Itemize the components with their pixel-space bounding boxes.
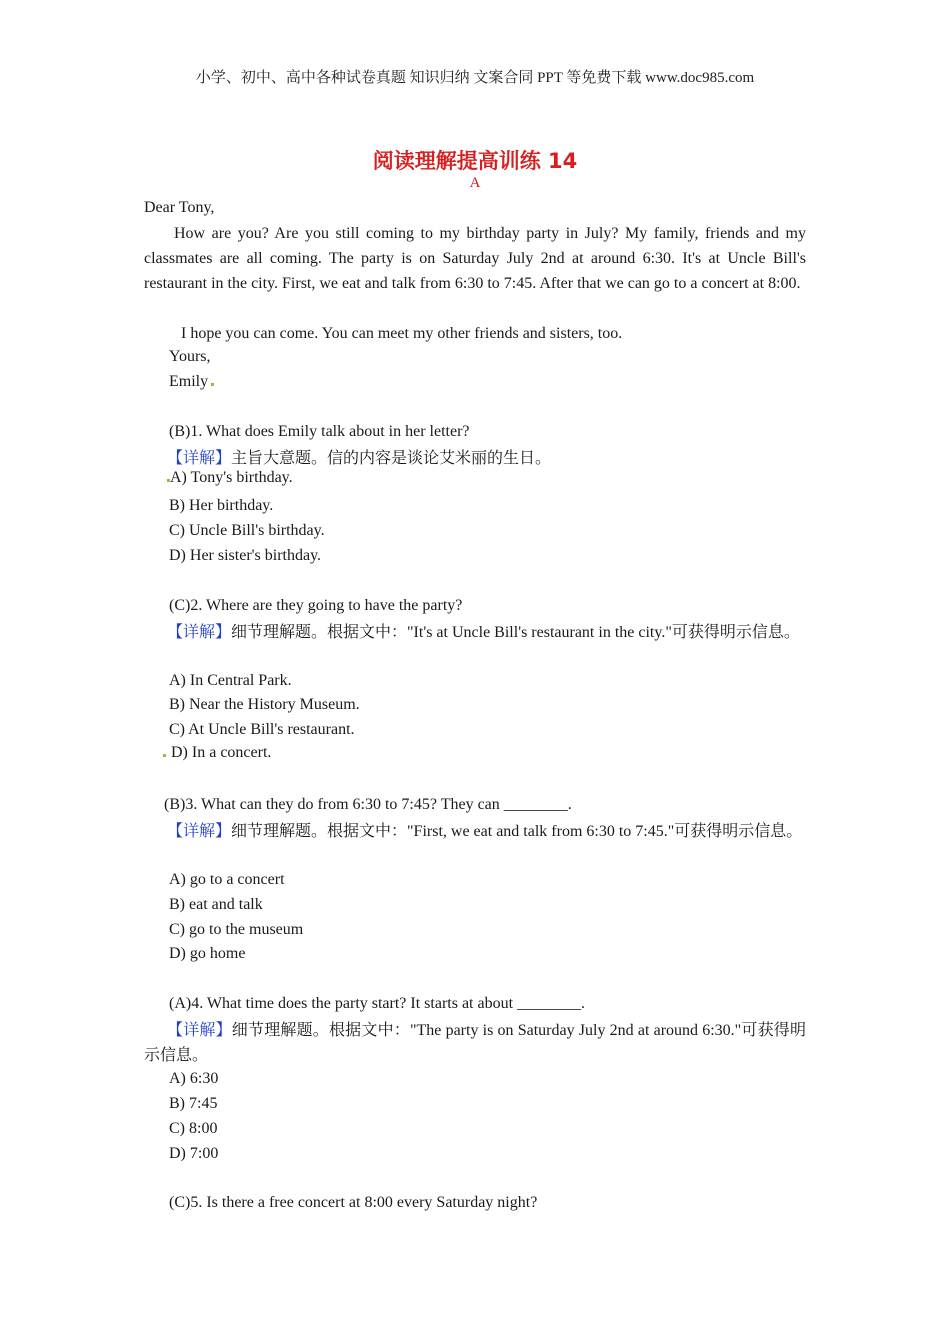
question-3-option-c: C) go to the museum [169,921,304,938]
question-3: (B)3. What can they do from 6:30 to 7:45? They can ________. [164,796,572,813]
section-label: A [469,175,481,191]
detail-label: 【详解】 [167,823,232,840]
question-4: (A)4. What time does the party start? It starts at about ________. [169,995,586,1012]
question-1-option-c: C) Uncle Bill's birthday. [169,522,325,539]
question-4-option-a: A) 6:30 [169,1070,219,1087]
detail-label: 【详解】 [167,1022,232,1039]
question-4-explanation: 【详解】细节理解题。根据文中："The party is on Saturday July 2nd at around 6:30."可获得明示信息。 [144,1022,806,1064]
question-2-option-c: C) At Uncle Bill's restaurant. [169,721,355,738]
question-3-option-d: D) go home [169,945,246,962]
question-3-option-a: A) go to a concert [169,871,285,888]
letter-closing: Yours, [169,348,211,365]
question-2-explanation: 【详解】细节理解题。根据文中："It's at Uncle Bill's restaurant in the city."可获得明示信息。 [167,624,800,641]
question-4-option-c: C) 8:00 [169,1120,218,1137]
question-1-explanation: 【详解】主旨大意题。信的内容是谈论艾米丽的生日。 [167,450,552,467]
question-1-option-b: B) Her birthday. [169,497,274,514]
page-header: 小学、初中、高中各种试卷真题 知识归纳 文案合同 PPT 等免费下载 www.doc985.com [195,70,755,86]
detail-label: 【详解】 [167,624,232,641]
letter-paragraph-2: I hope you can come. You can meet my other friends and sisters, too. [181,325,623,342]
question-1: (B)1. What does Emily talk about in her letter? [169,423,470,440]
detail-label: 【详解】 [167,450,232,467]
letter-signature: Emily [169,373,214,391]
question-1-option-d: D) Her sister's birthday. [169,547,322,564]
question-2-option-b: B) Near the History Museum. [169,696,360,713]
question-3-option-b: B) eat and talk [169,896,263,913]
question-2-option-a: A) In Central Park. [169,672,292,689]
question-1-option-a: A) Tony's birthday. [167,469,293,487]
question-5: (C)5. Is there a free concert at 8:00 every Saturday night? [169,1194,538,1211]
question-4-option-b: B) 7:45 [169,1095,218,1112]
letter-greeting: Dear Tony, [144,199,215,216]
question-3-explanation: 【详解】细节理解题。根据文中："First, we eat and talk from 6:30 to 7:45."可获得明示信息。 [167,823,803,840]
question-4-option-d: D) 7:00 [169,1145,219,1162]
question-2-option-d: D) In a concert. [163,744,271,762]
page-title: 阅读理解提高训练 14 [372,149,578,173]
question-2: (C)2. Where are they going to have the party? [169,597,463,614]
letter-paragraph-1: How are you? Are you still coming to my birthday party in July? My family, friends and my classmates are all coming. The party is on Saturday July 2nd at around 6:30. It's at Uncle Bill's restaurant in the city. First, we eat and talk from 6:30 to 7:45. After that we can go to a concert at 8:00. [144,225,806,292]
